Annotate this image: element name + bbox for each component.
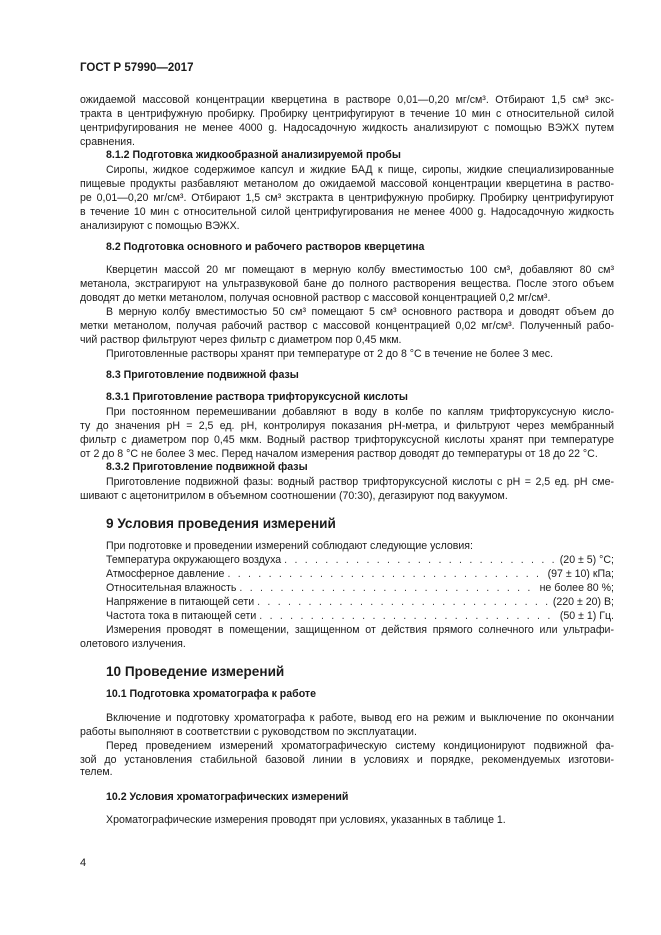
paragraph-line: шивают с ацетонитрилом в объемном соотношении (70:30), дегазируют под вакуумом.	[80, 490, 508, 502]
section-heading-10-1: 10.1 Подготовка хроматографа к работе	[106, 688, 317, 700]
condition-value: (50 ± 1) Гц.	[559, 610, 614, 622]
paragraph-line: в течение 10 мин с относительной силой центрифугирования не менее 4000 g. Надосадочную жидкость	[80, 206, 614, 218]
paragraph-line: Измерения проводят в помещении, защищенном от действия прямого солнечного или ультрафи-	[106, 624, 614, 636]
paragraph-line: метки метанолом, получая рабочий раствор с массовой концентрацией 0,02 мг/см³. Полученный рабо-	[80, 320, 614, 332]
condition-value: (20 ± 5) °С;	[559, 554, 614, 566]
condition-row-voltage	[106, 595, 614, 609]
paragraph-line: ре 0,01—0,20 мг/см³. Отбирают 1,5 см³ экстракта в центрифужную пробирку. Пробирку центрифугируют	[80, 192, 614, 204]
leader-dots	[227, 567, 544, 581]
paragraph-line: от 2 до 8 °С не более 3 мес. Перед началом измерения раствор доводят до температуры от 18 до 22 °С.	[80, 448, 598, 460]
section-heading-10: 10 Проведение измерений	[106, 664, 285, 679]
leader-dots	[239, 581, 536, 595]
condition-label: Напряжение в питающей сети	[106, 596, 255, 608]
paragraph-line: работы выполняют в соответствии с руководством по эксплуатации.	[80, 726, 417, 738]
condition-label: Температура окружающего воздуха	[106, 554, 282, 566]
paragraph-line: Сиропы, жидкое содержимое капсул и жидкие БАД к пище, сиропы, жидкие специализированные	[106, 164, 614, 176]
section-heading-8-1-2: 8.1.2 Подготовка жидкообразной анализируемой пробы	[106, 149, 401, 161]
paragraph-line: При постоянном перемешивании добавляют в воду в колбе по каплям трифторуксусную кисло-	[106, 406, 614, 418]
paragraph-line: Перед проведением измерений хроматографическую систему кондиционируют подвижной фа-	[106, 740, 614, 752]
paragraph-line: анализируют с помощью ВЭЖХ.	[80, 220, 240, 232]
paragraph-line: ожидаемой массовой концентрации кверцетина в растворе 0,01—0,20 мг/см³. Отбирают 1,5 см³ экс-	[80, 94, 614, 106]
section-heading-9: 9 Условия проведения измерений	[106, 516, 336, 531]
paragraph-line: Приготовленные растворы хранят при температуре от 2 до 8 °С в течение не более 3 мес.	[106, 348, 554, 360]
paragraph-line: При подготовке и проведении измерений соблюдают следующие условия:	[106, 540, 473, 552]
condition-row-pressure	[106, 567, 614, 581]
paragraph-line: В мерную колбу вместимостью 50 см³ помещают 5 см³ основного раствора и доводят объем до	[106, 306, 614, 318]
paragraph-line: Кверцетин массой 20 мг помещают в мерную колбу вместимостью 100 см³, добавляют 80 см³	[106, 264, 614, 276]
paragraph-line: Включение и подготовку хроматографа к работе, вывод его на режим и выключение по окончании	[106, 712, 614, 724]
paragraph-line: зой до установления стабильной базовой линии в условиях и порядке, рекомендуемых изготови-	[80, 754, 614, 766]
section-heading-8-2: 8.2 Подготовка основного и рабочего растворов кверцетина	[106, 241, 425, 253]
paragraph-line: ту до значения pH = 2,5 ед. pH, контролируя показания pH-метра, и фильтруют через мембранный	[80, 420, 614, 432]
document-header: ГОСТ Р 57990—2017	[80, 62, 194, 74]
condition-label: Атмосферное давление	[106, 568, 225, 580]
paragraph-line: Приготовление подвижной фазы: водный раствор трифторуксусной кислоты с pH = 2,5 ед. pH сме-	[106, 476, 614, 488]
condition-value: (220 ± 20) В;	[552, 596, 614, 608]
paragraph-line: сравнения.	[80, 136, 135, 148]
leader-dots	[284, 553, 557, 567]
paragraph-line: центрифугирования не менее 4000 g. Надосадочную жидкость анализируют с помощью ВЭЖХ путем	[80, 122, 614, 134]
paragraph-line: фильтр с диаметром пор 0,45 мкм. Водный раствор трифторуксусной кислоты хранят при температуре	[80, 434, 614, 446]
condition-label: Относительная влажность	[106, 582, 237, 594]
paragraph-line: пищевые продукты разбавляют метанолом до ожидаемой массовой концентрации кверцетина в раство-	[80, 178, 614, 190]
condition-label: Частота тока в питающей сети	[106, 610, 257, 622]
section-heading-10-2: 10.2 Условия хроматографических измерений	[106, 791, 349, 803]
paragraph-line: телем.	[80, 766, 113, 778]
condition-row-humidity	[106, 581, 614, 595]
section-heading-8-3: 8.3 Приготовление подвижной фазы	[106, 369, 299, 381]
paragraph-line: метанола, экстрагируют на ультразвуковой бане до полного растворения вещества. После этого объем	[80, 278, 614, 290]
paragraph-line: чий раствор фильтруют через фильтр с диаметром пор 0,45 мкм.	[80, 334, 402, 346]
condition-row-temperature	[106, 553, 614, 567]
section-heading-8-3-2: 8.3.2 Приготовление подвижной фазы	[106, 461, 308, 473]
page-number: 4	[80, 857, 87, 869]
section-heading-8-3-1: 8.3.1 Приготовление раствора трифторуксусной кислоты	[106, 391, 408, 403]
condition-value: (97 ± 10) кПа;	[547, 568, 614, 580]
leader-dots	[259, 609, 557, 623]
condition-row-frequency	[106, 609, 614, 623]
leader-dots	[257, 595, 550, 609]
paragraph-line: Хроматографические измерения проводят при условиях, указанных в таблице 1.	[106, 814, 506, 826]
paragraph-line: тракта в центрифужную пробирку. Пробирку центрифугируют в течение 10 мин с относительной силой	[80, 108, 614, 120]
paragraph-line: доводят до метки метанолом, получая основной раствор с массовой концентрацией 0,2 мг/см³.	[80, 292, 551, 304]
condition-value: не более 80 %;	[539, 582, 614, 594]
paragraph-line: олетового излучения.	[80, 638, 186, 650]
